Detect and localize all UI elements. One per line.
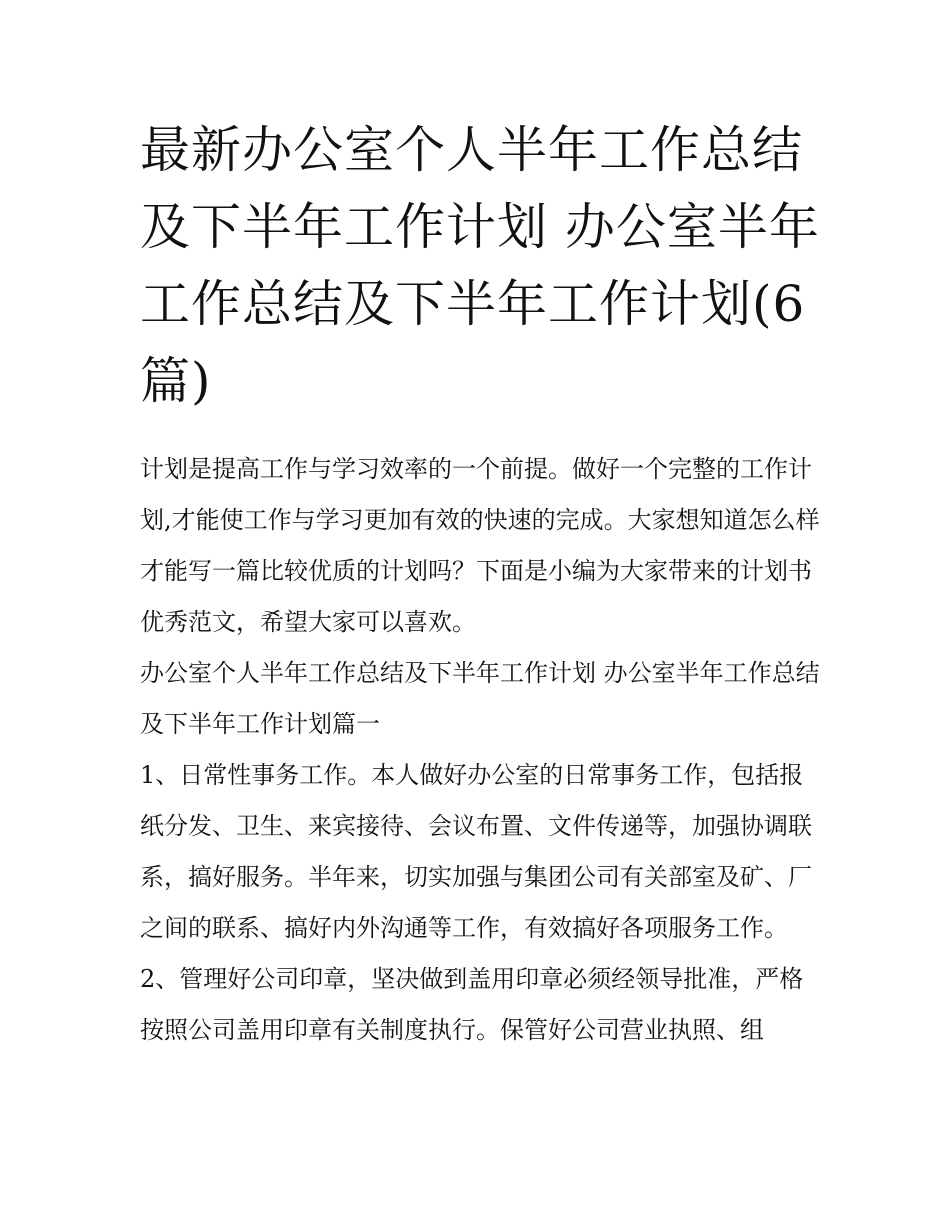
body-paragraph-2: 2、管理好公司印章，坚决做到盖用印章必须经领导批准，严格按照公司盖用印章有关制度执行。保管好公司营业执照、组 <box>140 965 804 1044</box>
document-page <box>140 112 820 1056</box>
body-paragraph-1: 1、日常性事务工作。本人做好办公室的日常事务工作，包括报纸分发、卫生、来宾接待、会议布置、文件传递等，加强协调联系，搞好服务。半年来，切实加强与集团公司有关部室及矿、厂之间的联系、搞好内外沟通等工作，有效搞好各项服务工作。 <box>140 761 812 942</box>
document-title: 最新办公室个人半年工作总结及下半年工作计划 办公室半年工作总结及下半年工作计划(6篇) <box>140 121 820 410</box>
section-heading: 办公室个人半年工作总结及下半年工作计划 办公室半年工作总结及下半年工作计划篇一 <box>140 659 820 738</box>
intro-paragraph: 计划是提高工作与学习效率的一个前提。做好一个完整的工作计划,才能使工作与学习更加有效的快速的完成。大家想知道怎么样才能写一篇比较优质的计划吗？下面是小编为大家带来的计划书优秀范文，希望大家可以喜欢。 <box>140 455 820 636</box>
